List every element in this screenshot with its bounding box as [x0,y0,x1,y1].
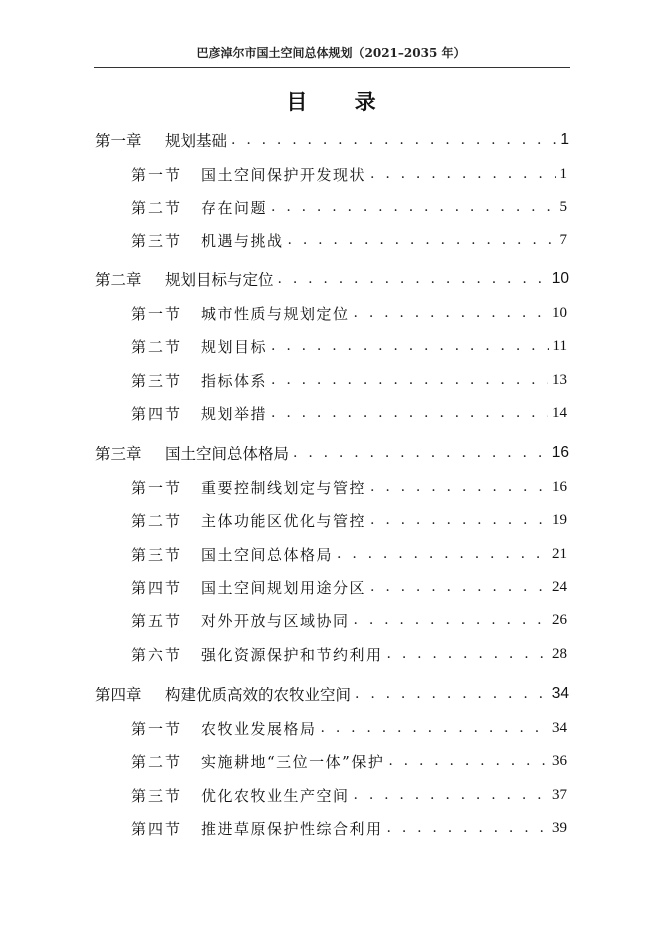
toc-section-2-4[interactable] [131,400,567,426]
toc-section-3-1[interactable] [131,474,567,500]
section-title: 指标体系 [201,371,268,390]
toc-section-4-4[interactable] [131,815,567,841]
section-number: 第一节 [131,304,183,323]
section-number: 第六节 [131,645,183,664]
section-title: 规划目标 [201,337,268,356]
section-title: 机遇与挑战 [201,231,284,250]
page-number: 36 [552,752,567,769]
chapter-number: 第三章 [95,445,142,463]
chapter-title: 规划基础 [165,132,228,150]
dot-leader [271,338,549,354]
toc-section-4-1[interactable] [131,715,567,741]
dot-leader [370,479,548,495]
page-number: 24 [552,578,567,595]
dot-leader [387,646,548,662]
toc-chapter-4[interactable] [95,681,569,707]
page-number: 1 [560,131,569,148]
page-number: 14 [552,404,567,421]
dot-leader [288,232,556,248]
chapter-number: 第一章 [95,132,142,150]
chapter-number: 第二章 [95,271,142,289]
dot-leader [231,132,556,148]
section-number: 第五节 [131,611,183,630]
toc-title: 目 录 [286,89,396,114]
header-divider [94,67,570,68]
dot-leader [370,166,555,182]
dot-leader [355,686,548,702]
section-number: 第一节 [131,478,183,497]
toc-section-3-2[interactable] [131,507,567,533]
chapter-title: 国土空间总体格局 [165,445,290,463]
toc-section-4-3[interactable] [131,782,567,808]
page-number: 10 [551,270,569,287]
chapter-number: 第四章 [95,686,142,704]
section-title: 推进草原保护性综合利用 [201,819,383,838]
section-title: 实施耕地“三位一体”保护 [201,752,385,771]
page-number: 28 [552,645,567,662]
section-number: 第三节 [131,371,183,390]
section-number: 第四节 [131,819,183,838]
dot-leader [354,787,548,803]
section-title: 农牧业发展格局 [201,719,317,738]
toc-section-2-2[interactable] [131,333,567,359]
section-title: 规划举措 [201,404,268,423]
toc-section-3-5[interactable] [131,607,567,633]
page-number: 11 [552,337,567,354]
section-number: 第一节 [131,719,183,738]
dot-leader [278,271,548,287]
section-title: 国土空间保护开发现状 [201,165,367,184]
toc-section-1-1[interactable] [131,161,567,187]
section-title: 主体功能区优化与管控 [201,511,367,530]
section-number: 第二节 [131,752,183,771]
toc-chapter-1[interactable] [95,127,569,153]
dot-leader [354,305,548,321]
page-number: 34 [551,685,569,702]
section-number: 第三节 [131,786,183,805]
section-title: 存在问题 [201,198,268,217]
dot-leader [370,512,548,528]
dot-leader [271,372,548,388]
section-number: 第三节 [131,545,183,564]
page-number: 21 [552,545,567,562]
dot-leader [354,612,548,628]
section-number: 第二节 [131,511,183,530]
toc-section-1-2[interactable] [131,194,567,220]
section-number: 第二节 [131,337,183,356]
dot-leader [271,405,548,421]
toc-section-2-1[interactable] [131,300,567,326]
toc-chapter-3[interactable] [95,440,569,466]
toc-chapter-2[interactable] [95,266,569,292]
dot-leader [370,579,548,595]
page-number: 7 [559,231,567,248]
toc-section-3-4[interactable] [131,574,567,600]
dot-leader [321,720,548,736]
dot-leader [387,820,548,836]
section-number: 第一节 [131,165,183,184]
toc-section-2-3[interactable] [131,367,567,393]
toc-section-3-3[interactable] [131,541,567,567]
toc-section-3-6[interactable] [131,641,567,667]
page-number: 1 [559,165,567,182]
page-number: 5 [559,198,567,215]
page-number: 19 [552,511,567,528]
section-title: 重要控制线划定与管控 [201,478,367,497]
toc-section-1-3[interactable] [131,227,567,253]
section-title: 强化资源保护和节约利用 [201,645,383,664]
page-number: 39 [552,819,567,836]
section-number: 第四节 [131,578,183,597]
section-number: 第四节 [131,404,183,423]
section-title: 城市性质与规划定位 [201,304,350,323]
page-number: 10 [552,304,567,321]
section-title: 国土空间规划用途分区 [201,578,367,597]
dot-leader [293,445,548,461]
section-title: 优化农牧业生产空间 [201,786,350,805]
section-title: 国土空间总体格局 [201,545,334,564]
section-number: 第二节 [131,198,183,217]
chapter-title: 规划目标与定位 [165,271,274,289]
section-title: 对外开放与区域协同 [201,611,350,630]
toc-section-4-2[interactable] [131,748,567,774]
dot-leader [337,546,548,562]
section-number: 第三节 [131,231,183,250]
document-header: 巴彦淖尔市国土空间总体规划（2021–2035 年） [196,46,466,60]
page-number: 16 [552,478,567,495]
dot-leader [388,753,548,769]
dot-leader [271,199,555,215]
page-number: 26 [552,611,567,628]
chapter-title: 构建优质高效的农牧业空间 [165,686,352,704]
page-number: 16 [551,444,569,461]
page-number: 37 [552,786,567,803]
page-number: 34 [552,719,567,736]
page-number: 13 [552,371,567,388]
